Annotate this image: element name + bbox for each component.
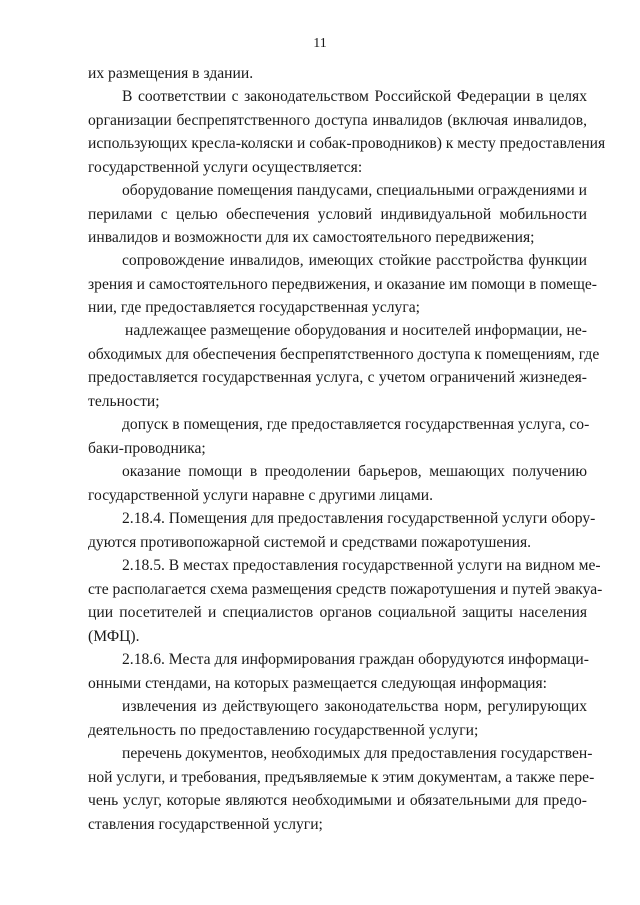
text-line: деятельность по предоставлению государственной услуги;	[88, 722, 479, 739]
text-line: 2.18.6. Места для информирования граждан оборудуются информаци-	[122, 651, 589, 668]
text-line: обходимых для обеспечения беспрепятственного доступа к помещениям, где	[88, 346, 600, 363]
text-line: государственной услуги осуществляется:	[88, 159, 363, 176]
text-line: извлечения из действующего законодательства норм, регулирующих	[122, 698, 587, 715]
text-line: чень услуг, которые являются необходимыми и обязательными для предо-	[88, 792, 587, 809]
text-line: онными стендами, на которых размещается следующая информация:	[88, 675, 547, 692]
text-line: оборудование помещения пандусами, специальными ограждениями и	[122, 182, 587, 199]
text-line: инвалидов и возможности для их самостоятельного передвижения;	[88, 229, 535, 246]
text-line: 2.18.5. В местах предоставления государственной услуги на видном ме-	[122, 557, 601, 574]
text-line: ставления государственной услуги;	[88, 816, 323, 833]
text-line: тельности;	[88, 393, 160, 410]
text-line: сте располагается схема размещения средств пожаротушения и путей эвакуа-	[88, 581, 603, 598]
text-line: государственной услуги наравне с другими лицами.	[88, 487, 433, 504]
text-line: оказание помощи в преодолении барьеров, мешающих получению	[122, 463, 587, 480]
text-line: 2.18.4. Помещения для предоставления государственной услуги обору-	[122, 510, 596, 527]
text-line: В соответствии с законодательством Российской Федерации в целях	[122, 88, 587, 105]
text-line: допуск в помещения, где предоставляется государственная услуга, со-	[122, 416, 590, 433]
text-line: (МФЦ).	[88, 628, 140, 645]
text-line: перечень документов, необходимых для предоставления государствен-	[122, 745, 593, 762]
text-line: предоставляется государственная услуга, с учетом ограничений жизнедея-	[88, 369, 587, 386]
text-line: зрения и самостоятельного передвижения, и оказание им помощи в помеще-	[88, 276, 597, 293]
text-line: дуются противопожарной системой и средствами пожаротушения.	[88, 534, 532, 551]
text-line: сопровождение инвалидов, имеющих стойкие расстройства функции	[122, 252, 587, 269]
text-line: ной услуги, и требования, предъявляемые к этим документам, а также пере-	[88, 769, 595, 786]
text-line: перилами с целью обеспечения условий индивидуальной мобильности	[88, 206, 587, 223]
text-line: использующих кресла-коляски и собак-проводников) к месту предоставления	[88, 135, 606, 152]
text-line: баки-проводника;	[88, 440, 206, 457]
page-number: 11	[313, 36, 327, 51]
text-line: их размещения в здании.	[88, 65, 254, 82]
text-line: нии, где предоставляется государственная услуга;	[88, 299, 420, 316]
text-line: организации беспрепятственного доступа инвалидов (включая инвалидов,	[88, 112, 587, 129]
text-line: ции посетителей и специалистов органов социальной защиты населения	[88, 604, 587, 621]
text-line: надлежащее размещение оборудования и носителей информации, не-	[125, 322, 587, 339]
